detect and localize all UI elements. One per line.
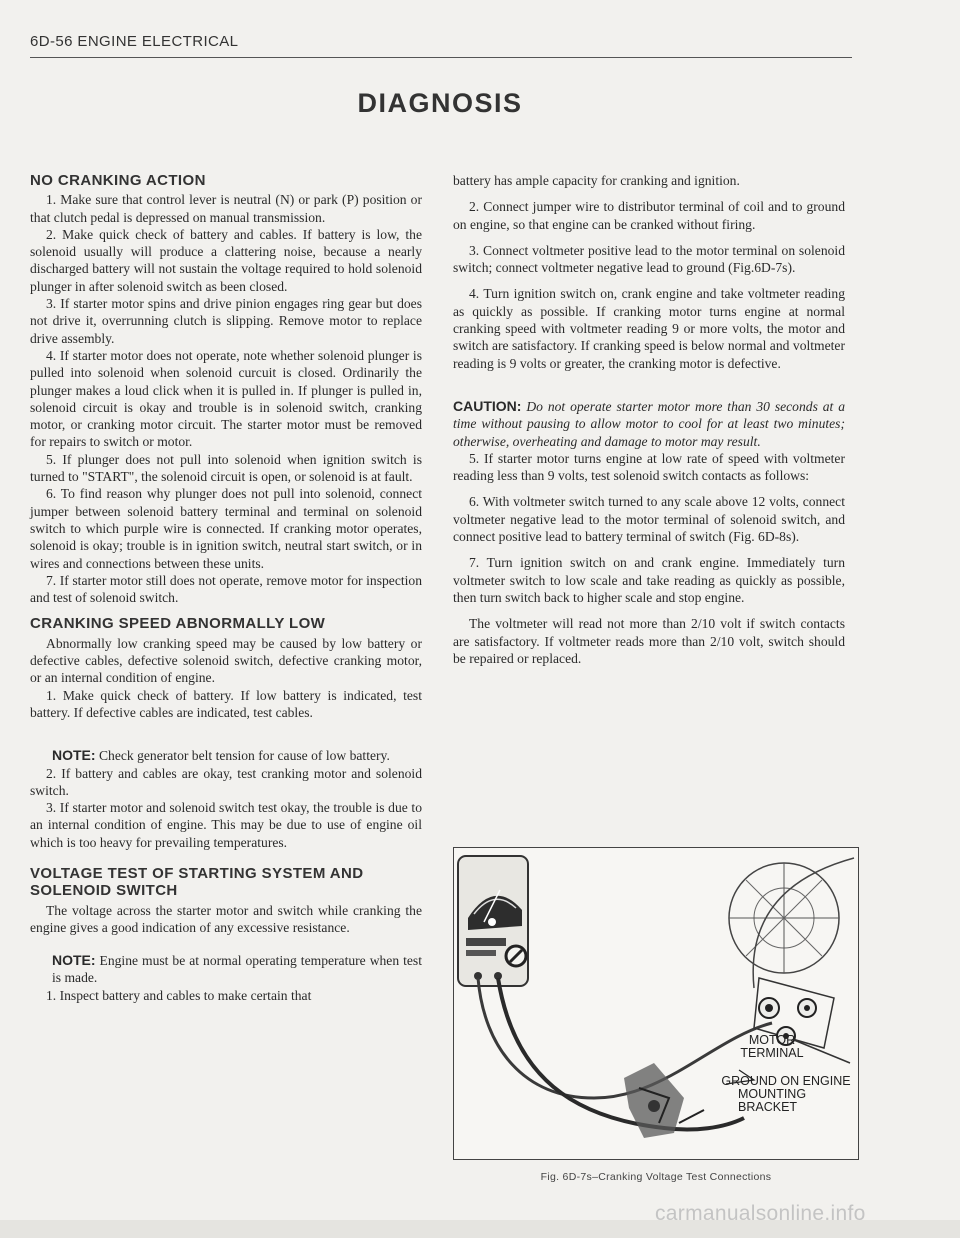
paragraph: 3. If starter motor spins and drive pinion engages ring gear but does not drive it, overrunning clutch is slipping. Remove motor to replace drive assembly. <box>30 296 422 346</box>
voltmeter-icon <box>458 856 528 986</box>
section-heading-no-cranking: NO CRANKING ACTION <box>30 172 206 189</box>
paragraph: 5. If starter motor turns engine at low rate of speed with voltmeter reading less than 9 volts, test solenoid switch contacts as follows: <box>453 450 845 484</box>
note-label: NOTE: <box>52 952 96 969</box>
caution-label: CAUTION: <box>453 397 522 414</box>
figure-caption: Fig. 6D-7s–Cranking Voltage Test Connections <box>540 1171 772 1183</box>
paragraph: The voltage across the starter motor and switch while cranking the engine gives a good indication of any excessive resistance. <box>30 902 422 935</box>
right-column <box>453 172 845 676</box>
left-column <box>30 172 422 1004</box>
paragraph: 6. To find reason why plunger does not pull into solenoid, connect jumper between solenoid battery terminal and terminal on solenoid switch to which purple wire is connected. If cranking motor operates, solenoid is okay; trouble is in ignition switch, neutral start switch, or in wires and connections between these units. <box>30 486 422 571</box>
paragraph: 3. If starter motor and solenoid switch test okay, the trouble is due to an internal condition of engine. This may be due to use of engine oil which is too heavy for prevailing temperatures. <box>30 800 422 850</box>
caution <box>453 398 845 450</box>
page-title: DIAGNOSIS <box>357 88 523 118</box>
paragraph: 2. Connect jumper wire to distributor terminal of coil and to ground on engine, so that engine can be cranked without firing. <box>453 199 845 232</box>
caution-text: Do not operate starter motor more than 30 seconds at a time without pausing to allow motor to cool for at least two minutes; otherwise, overheating and damage to motor may result. <box>453 398 845 449</box>
section-heading-cranking-speed: CRANKING SPEED ABNORMALLY LOW <box>30 615 326 633</box>
paragraph: 4. Turn ignition switch on, crank engine and take voltmeter reading as quickly as possible. If cranking motor turns engine at normal cranking speed with voltmeter reading 9 or more volts, the motor and switch are satisfactory. If cranking speed is below normal and voltmeter reading is 9 volts or greater, the cranking motor is defective. <box>453 286 845 371</box>
paragraph: 4. If starter motor does not operate, note whether solenoid plunger is pulled into solenoid when solenoid curcuit is closed. Ordinarily the plunger makes a loud click when it is pulled in. If plunger is pulled in, solenoid circuit is okay and trouble is in solenoid switch, cranking motor, or cranking motor circuit. The starter motor must be removed for repairs to switch or motor. <box>30 347 422 450</box>
header-rule <box>30 57 852 58</box>
figure-cranking-voltage <box>453 847 859 1160</box>
label-line: MOTOR <box>748 1033 796 1047</box>
page-header: 6D-56 ENGINE ELECTRICAL <box>30 33 239 50</box>
label-line: BRACKET <box>738 1100 798 1114</box>
paragraph: Abnormally low cranking speed may be caused by low battery or defective cables, defective solenoid switch, defective cranking motor, or an internal condition of engine. <box>30 635 422 686</box>
note-text: Engine must be at normal operating temperature when test is made. <box>52 953 422 986</box>
motor-terminal-label <box>737 1034 807 1060</box>
note-text: Check generator belt tension for cause of low battery. <box>95 748 390 764</box>
paragraph: 2. If battery and cables are okay, test cranking motor and solenoid switch. <box>30 765 422 798</box>
note <box>30 952 422 987</box>
paragraph: 5. If plunger does not pull into solenoid when ignition switch is turned to "START", the solenoid circuit is open, or solenoid is at fault. <box>30 451 422 485</box>
paragraph: 7. If starter motor still does not operate, remove motor for inspection and test of solenoid switch. <box>30 572 422 606</box>
section-heading-voltage-test: VOLTAGE TEST OF STARTING SYSTEM AND SOLENOID SWITCH <box>30 864 364 900</box>
paragraph: 3. Connect voltmeter positive lead to the motor terminal on solenoid switch; connect voltmeter negative lead to ground (Fig.6D-7s). <box>453 242 845 276</box>
starter-motor-icon <box>729 858 854 988</box>
paragraph: 6. With voltmeter switch turned to any scale above 12 volts, connect voltmeter negative lead to the motor terminal of solenoid switch, and connect positive lead to battery terminal of switch (Fig. 6D-8s). <box>453 494 845 545</box>
label-line: GROUND ON ENGINE <box>721 1074 851 1088</box>
label-line: MOUNTING <box>738 1087 807 1101</box>
paragraph: battery has ample capacity for cranking and ignition. <box>453 173 740 188</box>
paragraph: 1. Inspect battery and cables to make certain that <box>46 987 312 1003</box>
ground-mounting-label <box>716 1075 856 1114</box>
watermark: carmanualsonline.info <box>655 1202 866 1225</box>
paragraph: 2. Make quick check of battery and cables. If battery is low, the solenoid usually will produce a clattering noise, because a nearly discharged battery will not sustain the voltage required to hold solenoid plunger in after solenoid switch as been closed. <box>30 226 422 294</box>
paragraph: The voltmeter will read not more than 2/10 volt if switch contacts are satisfactory. If voltmeter reads more than 2/10 volt, switch should be repaired or replaced. <box>453 616 845 666</box>
paragraph: 7. Turn ignition switch on and crank engine. Immediately turn voltmeter switch to low scale and take reading as quickly as possible, then turn switch back to higher scale and stop engine. <box>453 555 845 605</box>
ground-clamp-icon <box>624 1063 704 1138</box>
label-line: TERMINAL <box>740 1046 804 1060</box>
paragraph: 1. Make quick check of battery. If low battery is indicated, test battery. If defective cables are indicated, test cables. <box>30 687 422 720</box>
note <box>30 747 422 764</box>
note-label: NOTE: <box>52 747 96 764</box>
paragraph: 1. Make sure that control lever is neutral (N) or park (P) position or that clutch pedal is depressed on manual transmission. <box>30 192 422 225</box>
